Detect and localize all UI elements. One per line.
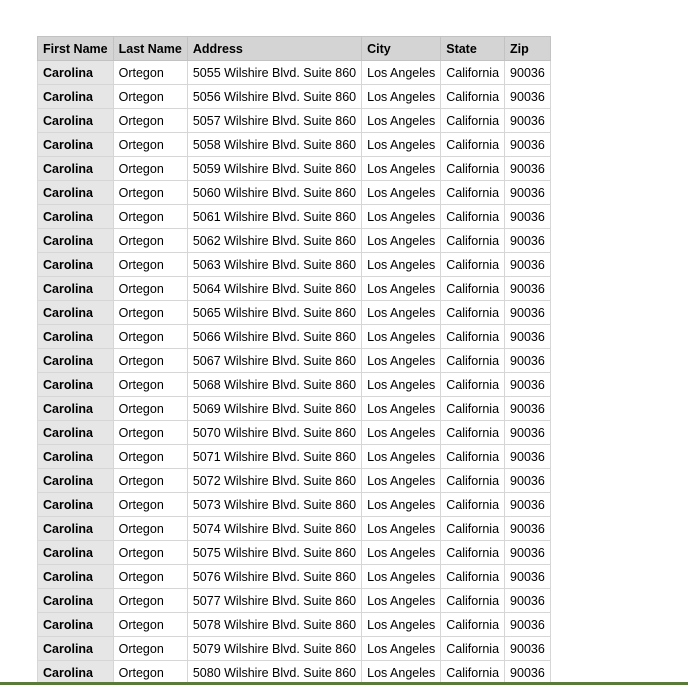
cell-last-name[interactable]: Ortegon <box>113 301 187 325</box>
cell-last-name[interactable]: Ortegon <box>113 541 187 565</box>
cell-state[interactable]: California <box>441 589 505 613</box>
cell-first-name[interactable]: Carolina <box>38 517 114 541</box>
cell-first-name[interactable]: Carolina <box>38 613 114 637</box>
table-row <box>38 517 551 541</box>
cell-city[interactable]: Los Angeles <box>362 613 441 637</box>
cell-zip[interactable]: 90036 <box>505 445 551 469</box>
cell-state[interactable]: California <box>441 301 505 325</box>
cell-first-name[interactable]: Carolina <box>38 61 114 85</box>
cell-city[interactable]: Los Angeles <box>362 181 441 205</box>
cell-city[interactable]: Los Angeles <box>362 421 441 445</box>
table-row <box>38 181 551 205</box>
cell-address[interactable]: 5061 Wilshire Blvd. Suite 860 <box>187 205 361 229</box>
cell-last-name[interactable]: Ortegon <box>113 85 187 109</box>
cell-last-name[interactable]: Ortegon <box>113 181 187 205</box>
cell-city[interactable]: Los Angeles <box>362 661 441 685</box>
cell-state[interactable]: California <box>441 205 505 229</box>
cell-last-name[interactable]: Ortegon <box>113 469 187 493</box>
cell-first-name[interactable]: Carolina <box>38 85 114 109</box>
table-row <box>38 157 551 181</box>
cell-address[interactable]: 5057 Wilshire Blvd. Suite 860 <box>187 109 361 133</box>
cell-address[interactable]: 5059 Wilshire Blvd. Suite 860 <box>187 157 361 181</box>
cell-first-name[interactable]: Carolina <box>38 349 114 373</box>
cell-last-name[interactable]: Ortegon <box>113 445 187 469</box>
cell-last-name[interactable]: Ortegon <box>113 205 187 229</box>
cell-city[interactable]: Los Angeles <box>362 157 441 181</box>
cell-last-name[interactable]: Ortegon <box>113 637 187 661</box>
cell-address[interactable]: 5075 Wilshire Blvd. Suite 860 <box>187 541 361 565</box>
cell-address[interactable]: 5058 Wilshire Blvd. Suite 860 <box>187 133 361 157</box>
cell-last-name[interactable]: Ortegon <box>113 61 187 85</box>
column-header-last-name[interactable]: Last Name <box>113 37 187 61</box>
cell-zip[interactable]: 90036 <box>505 637 551 661</box>
cell-zip[interactable]: 90036 <box>505 541 551 565</box>
table-row <box>38 61 551 85</box>
cell-address[interactable]: 5069 Wilshire Blvd. Suite 860 <box>187 397 361 421</box>
table-row <box>38 349 551 373</box>
cell-city[interactable]: Los Angeles <box>362 277 441 301</box>
cell-zip[interactable]: 90036 <box>505 325 551 349</box>
cell-first-name[interactable]: Carolina <box>38 325 114 349</box>
cell-zip[interactable]: 90036 <box>505 205 551 229</box>
cell-address[interactable]: 5060 Wilshire Blvd. Suite 860 <box>187 181 361 205</box>
cell-state[interactable]: California <box>441 85 505 109</box>
cell-state[interactable]: California <box>441 637 505 661</box>
cell-first-name[interactable]: Carolina <box>38 181 114 205</box>
table-row <box>38 85 551 109</box>
cell-state[interactable]: California <box>441 565 505 589</box>
cell-address[interactable]: 5068 Wilshire Blvd. Suite 860 <box>187 373 361 397</box>
cell-first-name[interactable]: Carolina <box>38 373 114 397</box>
cell-zip[interactable]: 90036 <box>505 373 551 397</box>
cell-zip[interactable]: 90036 <box>505 85 551 109</box>
cell-city[interactable]: Los Angeles <box>362 445 441 469</box>
cell-last-name[interactable]: Ortegon <box>113 397 187 421</box>
cell-state[interactable]: California <box>441 493 505 517</box>
cell-city[interactable]: Los Angeles <box>362 637 441 661</box>
cell-zip[interactable]: 90036 <box>505 613 551 637</box>
cell-address[interactable]: 5064 Wilshire Blvd. Suite 860 <box>187 277 361 301</box>
cell-zip[interactable]: 90036 <box>505 397 551 421</box>
cell-address[interactable]: 5078 Wilshire Blvd. Suite 860 <box>187 613 361 637</box>
table-row <box>38 469 551 493</box>
cell-zip[interactable]: 90036 <box>505 589 551 613</box>
column-header-first-name[interactable]: First Name <box>38 37 114 61</box>
cell-city[interactable]: Los Angeles <box>362 301 441 325</box>
cell-city[interactable]: Los Angeles <box>362 325 441 349</box>
table-row <box>38 253 551 277</box>
table-row <box>38 421 551 445</box>
cell-last-name[interactable]: Ortegon <box>113 493 187 517</box>
table-row <box>38 397 551 421</box>
cell-zip[interactable]: 90036 <box>505 661 551 685</box>
cell-state[interactable]: California <box>441 661 505 685</box>
table-row <box>38 565 551 589</box>
cell-first-name[interactable]: Carolina <box>38 229 114 253</box>
cell-address[interactable]: 5077 Wilshire Blvd. Suite 860 <box>187 589 361 613</box>
table-row <box>38 541 551 565</box>
column-header-address[interactable]: Address <box>187 37 361 61</box>
cell-last-name[interactable]: Ortegon <box>113 277 187 301</box>
cell-zip[interactable]: 90036 <box>505 157 551 181</box>
cell-first-name[interactable]: Carolina <box>38 589 114 613</box>
cell-address[interactable]: 5072 Wilshire Blvd. Suite 860 <box>187 469 361 493</box>
cell-address[interactable]: 5074 Wilshire Blvd. Suite 860 <box>187 517 361 541</box>
table-row <box>38 613 551 637</box>
table-row <box>38 229 551 253</box>
cell-city[interactable]: Los Angeles <box>362 541 441 565</box>
cell-city[interactable]: Los Angeles <box>362 61 441 85</box>
table-row <box>38 445 551 469</box>
cell-state[interactable]: California <box>441 445 505 469</box>
cell-city[interactable]: Los Angeles <box>362 109 441 133</box>
cell-state[interactable]: California <box>441 469 505 493</box>
cell-address[interactable]: 5071 Wilshire Blvd. Suite 860 <box>187 445 361 469</box>
cell-address[interactable]: 5070 Wilshire Blvd. Suite 860 <box>187 421 361 445</box>
cell-first-name[interactable]: Carolina <box>38 661 114 685</box>
cell-state[interactable]: California <box>441 61 505 85</box>
cell-city[interactable]: Los Angeles <box>362 85 441 109</box>
cell-state[interactable]: California <box>441 397 505 421</box>
cell-first-name[interactable]: Carolina <box>38 421 114 445</box>
table-row <box>38 373 551 397</box>
column-header-city[interactable]: City <box>362 37 441 61</box>
cell-zip[interactable]: 90036 <box>505 301 551 325</box>
cell-last-name[interactable]: Ortegon <box>113 565 187 589</box>
table-row <box>38 133 551 157</box>
cell-zip[interactable]: 90036 <box>505 277 551 301</box>
cell-city[interactable]: Los Angeles <box>362 589 441 613</box>
cell-state[interactable]: California <box>441 181 505 205</box>
cell-zip[interactable]: 90036 <box>505 253 551 277</box>
cell-first-name[interactable]: Carolina <box>38 253 114 277</box>
cell-address[interactable]: 5055 Wilshire Blvd. Suite 860 <box>187 61 361 85</box>
table-row <box>38 493 551 517</box>
table-row <box>38 205 551 229</box>
cell-city[interactable]: Los Angeles <box>362 565 441 589</box>
cell-last-name[interactable]: Ortegon <box>113 253 187 277</box>
cell-zip[interactable]: 90036 <box>505 133 551 157</box>
cell-city[interactable]: Los Angeles <box>362 517 441 541</box>
cell-last-name[interactable]: Ortegon <box>113 229 187 253</box>
table-body <box>38 61 551 685</box>
cell-city[interactable]: Los Angeles <box>362 397 441 421</box>
cell-state[interactable]: California <box>441 277 505 301</box>
cell-zip[interactable]: 90036 <box>505 493 551 517</box>
cell-city[interactable]: Los Angeles <box>362 373 441 397</box>
cell-address[interactable]: 5056 Wilshire Blvd. Suite 860 <box>187 85 361 109</box>
table-row <box>38 637 551 661</box>
cell-address[interactable]: 5063 Wilshire Blvd. Suite 860 <box>187 253 361 277</box>
cell-state[interactable]: California <box>441 613 505 637</box>
cell-first-name[interactable]: Carolina <box>38 445 114 469</box>
cell-first-name[interactable]: Carolina <box>38 469 114 493</box>
table-row <box>38 661 551 685</box>
table-header-row <box>38 37 551 61</box>
cell-state[interactable]: California <box>441 373 505 397</box>
cell-last-name[interactable]: Ortegon <box>113 421 187 445</box>
column-header-zip[interactable]: Zip <box>505 37 551 61</box>
spreadsheet-table-container <box>37 36 551 685</box>
cell-city[interactable]: Los Angeles <box>362 205 441 229</box>
cell-address[interactable]: 5080 Wilshire Blvd. Suite 860 <box>187 661 361 685</box>
cell-zip[interactable]: 90036 <box>505 517 551 541</box>
cell-state[interactable]: California <box>441 133 505 157</box>
cell-city[interactable]: Los Angeles <box>362 469 441 493</box>
cell-first-name[interactable]: Carolina <box>38 133 114 157</box>
cell-last-name[interactable]: Ortegon <box>113 661 187 685</box>
cell-last-name[interactable]: Ortegon <box>113 373 187 397</box>
cell-first-name[interactable]: Carolina <box>38 565 114 589</box>
cell-address[interactable]: 5065 Wilshire Blvd. Suite 860 <box>187 301 361 325</box>
cell-zip[interactable]: 90036 <box>505 565 551 589</box>
cell-city[interactable]: Los Angeles <box>362 349 441 373</box>
table-row <box>38 325 551 349</box>
cell-first-name[interactable]: Carolina <box>38 493 114 517</box>
cell-first-name[interactable]: Carolina <box>38 157 114 181</box>
cell-state[interactable]: California <box>441 253 505 277</box>
cell-last-name[interactable]: Ortegon <box>113 133 187 157</box>
table-row <box>38 277 551 301</box>
cell-address[interactable]: 5067 Wilshire Blvd. Suite 860 <box>187 349 361 373</box>
table-row <box>38 589 551 613</box>
cell-first-name[interactable]: Carolina <box>38 205 114 229</box>
address-table <box>37 36 551 685</box>
cell-state[interactable]: California <box>441 157 505 181</box>
table-row <box>38 109 551 133</box>
cell-city[interactable]: Los Angeles <box>362 133 441 157</box>
cell-state[interactable]: California <box>441 517 505 541</box>
cell-address[interactable]: 5066 Wilshire Blvd. Suite 860 <box>187 325 361 349</box>
cell-zip[interactable]: 90036 <box>505 421 551 445</box>
cell-first-name[interactable]: Carolina <box>38 397 114 421</box>
cell-state[interactable]: California <box>441 541 505 565</box>
cell-last-name[interactable]: Ortegon <box>113 517 187 541</box>
cell-state[interactable]: California <box>441 109 505 133</box>
cell-zip[interactable]: 90036 <box>505 109 551 133</box>
cell-zip[interactable]: 90036 <box>505 229 551 253</box>
cell-last-name[interactable]: Ortegon <box>113 325 187 349</box>
cell-zip[interactable]: 90036 <box>505 349 551 373</box>
cell-state[interactable]: California <box>441 229 505 253</box>
cell-zip[interactable]: 90036 <box>505 61 551 85</box>
cell-zip[interactable]: 90036 <box>505 181 551 205</box>
cell-first-name[interactable]: Carolina <box>38 541 114 565</box>
cell-address[interactable]: 5079 Wilshire Blvd. Suite 860 <box>187 637 361 661</box>
table-row <box>38 301 551 325</box>
cell-address[interactable]: 5076 Wilshire Blvd. Suite 860 <box>187 565 361 589</box>
cell-first-name[interactable]: Carolina <box>38 277 114 301</box>
cell-last-name[interactable]: Ortegon <box>113 589 187 613</box>
cell-state[interactable]: California <box>441 325 505 349</box>
cell-city[interactable]: Los Angeles <box>362 229 441 253</box>
cell-state[interactable]: California <box>441 421 505 445</box>
cell-first-name[interactable]: Carolina <box>38 109 114 133</box>
cell-last-name[interactable]: Ortegon <box>113 613 187 637</box>
cell-last-name[interactable]: Ortegon <box>113 109 187 133</box>
cell-address[interactable]: 5073 Wilshire Blvd. Suite 860 <box>187 493 361 517</box>
cell-address[interactable]: 5062 Wilshire Blvd. Suite 860 <box>187 229 361 253</box>
cell-city[interactable]: Los Angeles <box>362 253 441 277</box>
cell-zip[interactable]: 90036 <box>505 469 551 493</box>
cell-last-name[interactable]: Ortegon <box>113 157 187 181</box>
cell-first-name[interactable]: Carolina <box>38 637 114 661</box>
cell-first-name[interactable]: Carolina <box>38 301 114 325</box>
cell-last-name[interactable]: Ortegon <box>113 349 187 373</box>
cell-state[interactable]: California <box>441 349 505 373</box>
cell-city[interactable]: Los Angeles <box>362 493 441 517</box>
column-header-state[interactable]: State <box>441 37 505 61</box>
